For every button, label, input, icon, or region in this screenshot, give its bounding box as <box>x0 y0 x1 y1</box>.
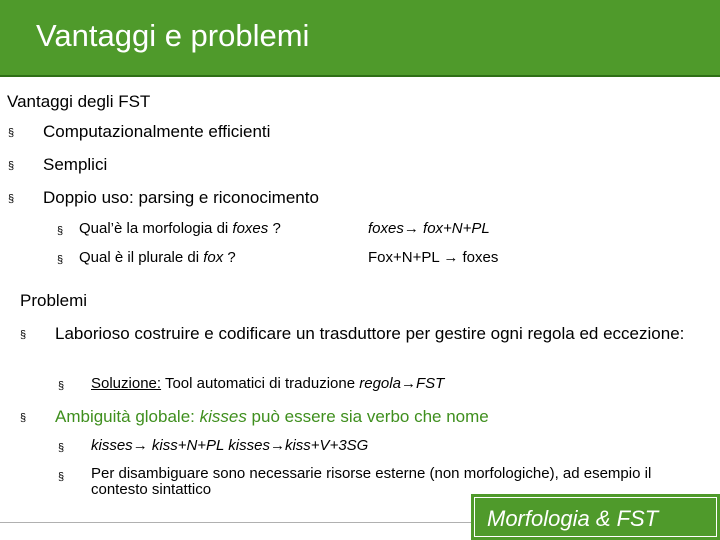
arrow-icon: → <box>269 437 285 454</box>
bullet-icon: § <box>57 225 64 237</box>
advantages-heading: Vantaggi degli FST <box>7 92 151 111</box>
problems-heading: Problemi <box>20 291 88 310</box>
bullet-icon: § <box>58 380 65 392</box>
example-question: Qual è il plurale di fox ? <box>79 249 236 266</box>
footer-label: Morfologia & FST <box>487 506 659 531</box>
example-answer: Fox+N+PL → foxes <box>368 249 499 266</box>
example-question: Qual’è la morfologia di foxes ? <box>79 220 281 237</box>
bullet-icon: § <box>8 160 15 172</box>
bullet-icon: § <box>58 471 65 483</box>
arrow-icon: → <box>400 375 416 392</box>
bullet-icon: § <box>8 127 15 139</box>
bullet-icon: § <box>8 193 15 205</box>
bullet-icon: § <box>20 329 27 341</box>
bullet-icon: § <box>20 412 27 424</box>
footer-divider <box>0 522 471 523</box>
example-answer: foxes→ fox+N+PL <box>368 220 490 237</box>
title-divider <box>0 75 720 77</box>
bullet-icon: § <box>57 254 64 266</box>
arrow-icon: → <box>132 437 148 454</box>
arrow-icon: → <box>443 249 459 266</box>
slide-title: Vantaggi e problemi <box>36 18 310 53</box>
bullet-icon: § <box>58 442 65 454</box>
arrow-icon: → <box>403 220 419 237</box>
